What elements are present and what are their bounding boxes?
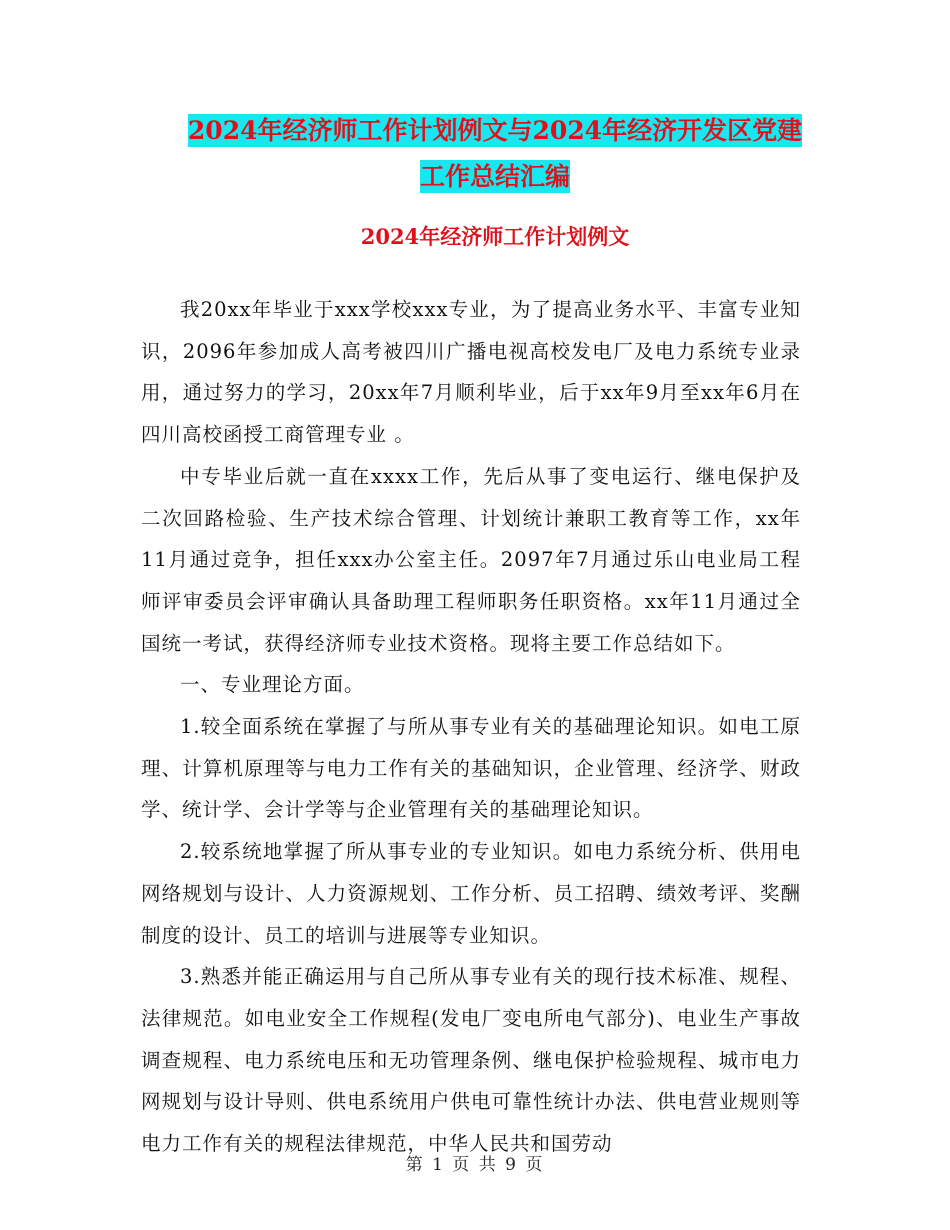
paragraph-work-history: 中专毕业后就一直在xxxx工作，先后从事了变电运行、继电保护及二次回路检验、生产技术综合管理、计划统计兼职工教育等工作，xx年11月通过竞争，担任xxx办公室主任。2097年7月通过乐山电业局工程师评审委员会评审确认具备助理工程师职务任职资格。xx年11月通过全国统一考试，获得经济师专业技术资格。现将主要工作总结如下。 (141, 464, 801, 655)
paragraph-item-1: 1.较全面系统在掌握了与所从事专业有关的基础理论知识。如电工原理、计算机原理等与电力工作有关的基础知识，企业管理、经济学、财政学、统计学、会计学等与企业管理有关的基础理论知识。 (141, 715, 801, 822)
page-footer: 第 1 页 共 9 页 (405, 1155, 545, 1175)
heading-professional-theory: 一、专业理论方面。 (180, 673, 365, 697)
document-title-line-2: 工作总结汇编 (419, 162, 570, 191)
document-title (140, 108, 850, 200)
paragraph-education: 我20xx年毕业于xxx学校xxx专业，为了提高业务水平、丰富专业知识，2096年参加成人高考被四川广播电视高校发电厂及电力系统专业录用，通过努力的学习，20xx年7月顺利毕业，后于xx年9月至xx年6月在四川高校函授工商管理专业 。 (141, 298, 801, 447)
document-title-line-1: 2024年经济师工作计划例文与2024年经济开发区党建 (187, 116, 803, 145)
paragraph-item-3: 3.熟悉并能正确运用与自己所从事专业有关的现行技术标准、规程、法律规范。如电业安全工作规程(发电厂变电所电气部分)、电业生产事故调查规程、电力系统电压和无功管理条例、继电保护检验规程、城市电力网规划与设计导则、供电系统用户供电可靠性统计办法、供电营业规则等电力工作有关的规程法律规范，中华人民共和国劳动 (141, 965, 801, 1156)
paragraph-item-2: 2.较系统地掌握了所从事专业的专业知识。如电力系统分析、供用电网络规划与设计、人力资源规划、工作分析、员工招聘、绩效考评、奖酬制度的设计、员工的培训与进展等专业知识。 (141, 840, 801, 947)
document-body (141, 289, 801, 1165)
section-title: 2024年经济师工作计划例文 (360, 224, 630, 249)
